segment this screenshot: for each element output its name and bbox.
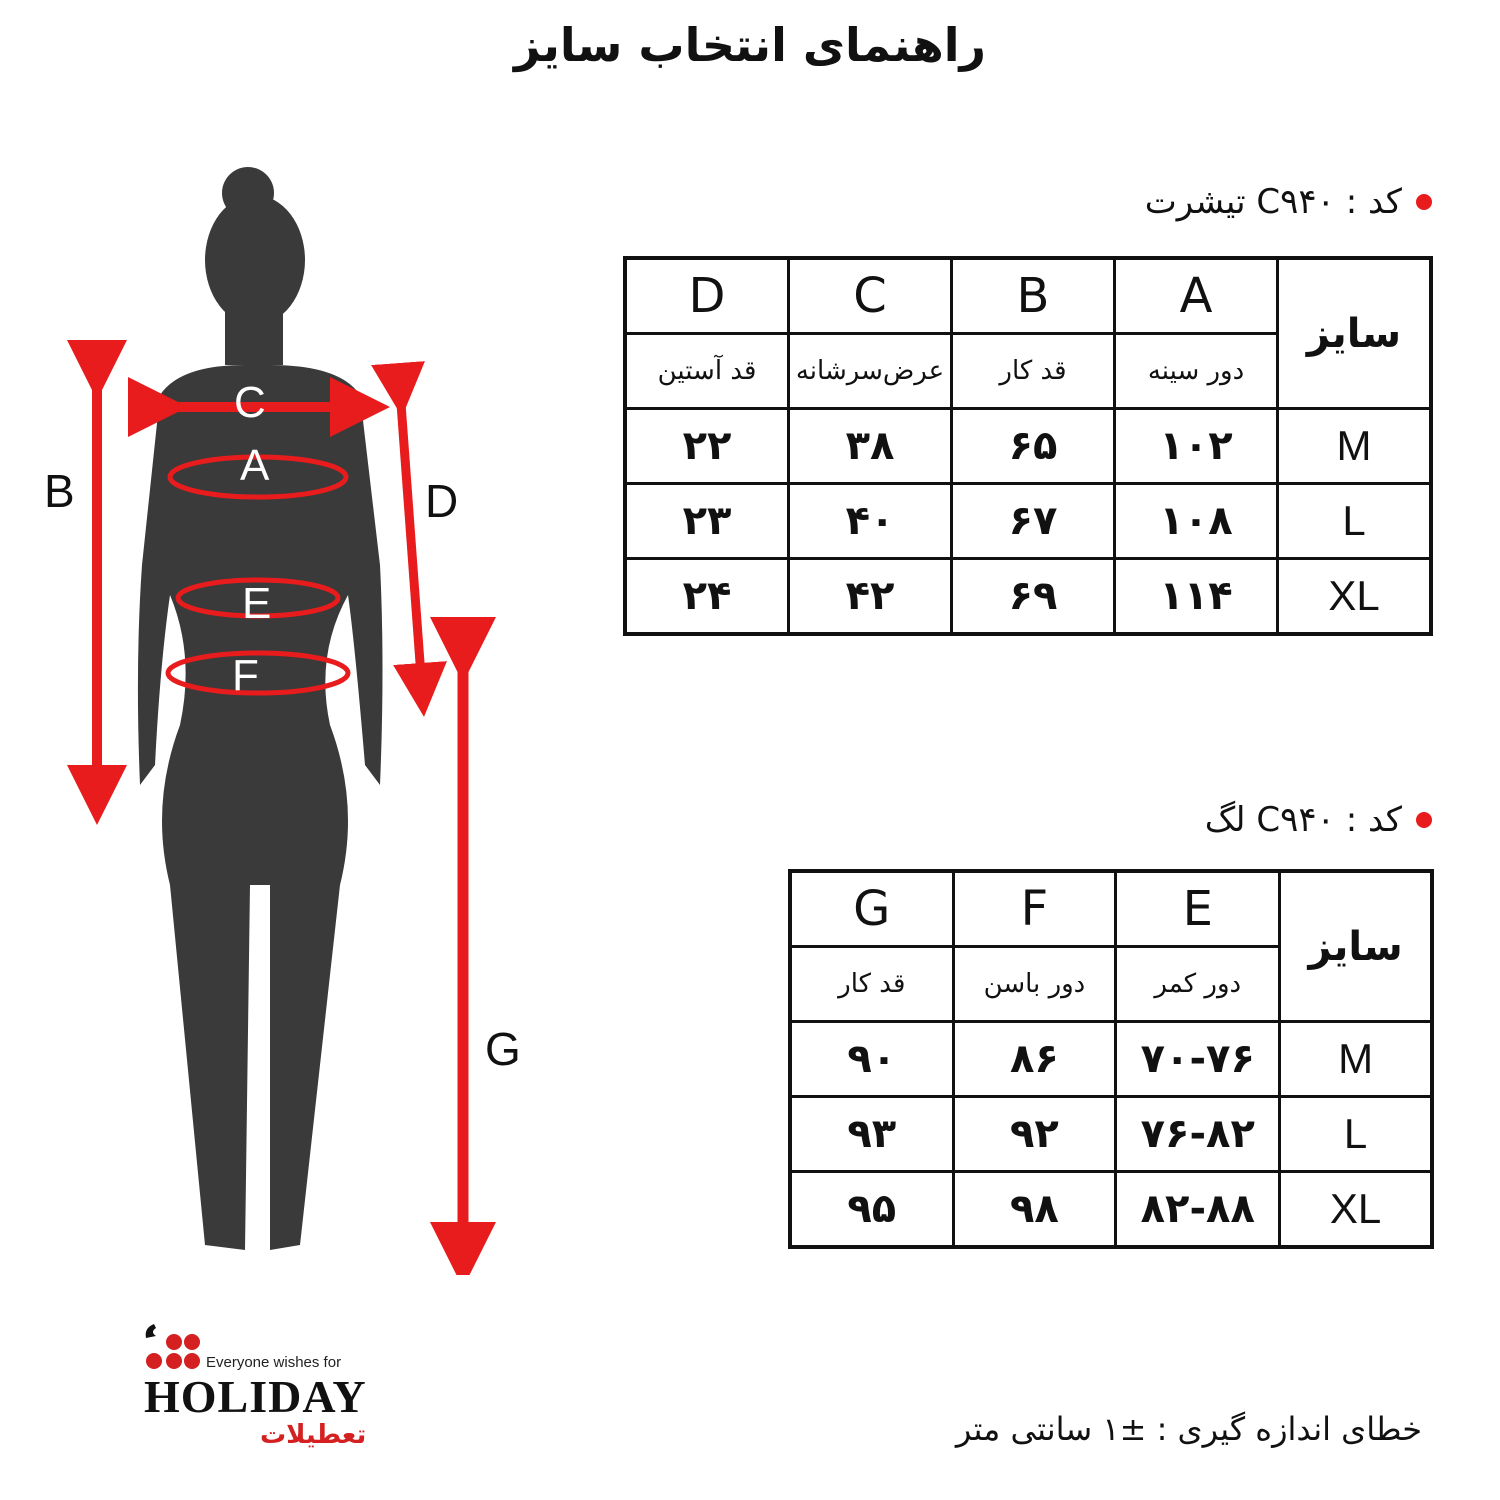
tshirt-code: کد : C۹۴۰ تیشرت xyxy=(1144,182,1402,222)
table-row xyxy=(625,559,1431,635)
bullet-dot xyxy=(1416,194,1432,210)
col-letter: A xyxy=(1115,258,1278,334)
label-f: F xyxy=(232,651,259,700)
value-cell: ۲۳ xyxy=(625,484,789,559)
col-letter: E xyxy=(1116,871,1280,947)
size-header: سایز xyxy=(1278,258,1432,409)
label-e: E xyxy=(242,579,272,628)
label-g: G xyxy=(485,1023,521,1075)
value-cell: ۹۰ xyxy=(790,1022,953,1097)
logo-word: HOLIDAY xyxy=(144,1371,367,1422)
col-letter: B xyxy=(952,258,1115,334)
value-cell: ۴۲ xyxy=(789,559,952,635)
size-cell: M xyxy=(1278,409,1432,484)
body-silhouette-diagram xyxy=(30,165,550,1275)
size-cell: XL xyxy=(1280,1172,1432,1248)
col-desc: قد کار xyxy=(790,947,953,1022)
size-cell: M xyxy=(1280,1022,1432,1097)
value-cell: ۱۱۴ xyxy=(1115,559,1278,635)
size-cell: L xyxy=(1280,1097,1432,1172)
value-cell: ۹۲ xyxy=(953,1097,1116,1172)
value-cell: ۶۹ xyxy=(952,559,1115,635)
logo-dots-icon xyxy=(140,1320,204,1370)
holiday-logo xyxy=(140,1320,400,1460)
table-row xyxy=(790,1022,1432,1097)
value-cell: ۸۲-۸۸ xyxy=(1116,1172,1280,1248)
size-cell: L xyxy=(1278,484,1432,559)
value-cell: ۹۳ xyxy=(790,1097,953,1172)
value-cell: ۱۰۸ xyxy=(1115,484,1278,559)
label-c: C xyxy=(234,378,266,427)
value-cell: ۸۶ xyxy=(953,1022,1116,1097)
col-desc: دور سینه xyxy=(1115,334,1278,409)
col-letter: F xyxy=(953,871,1116,947)
label-d: D xyxy=(425,475,459,527)
table-row xyxy=(790,1097,1432,1172)
col-letter: C xyxy=(789,258,952,334)
silhouette xyxy=(138,167,383,1250)
table-row xyxy=(625,409,1431,484)
value-cell: ۹۸ xyxy=(953,1172,1116,1248)
value-cell: ۴۰ xyxy=(789,484,952,559)
col-desc: قد آستین xyxy=(625,334,789,409)
col-desc: دور باسن xyxy=(953,947,1116,1022)
value-cell: ۷۶-۸۲ xyxy=(1116,1097,1280,1172)
leggings-code-line xyxy=(1205,800,1432,840)
value-cell: ۷۰-۷۶ xyxy=(1116,1022,1280,1097)
tshirt-code-line xyxy=(1145,182,1432,222)
col-letter: G xyxy=(790,871,953,947)
measurement-error-note: خطای اندازه گیری : ±۱ سانتی متر xyxy=(955,1410,1422,1448)
label-b: B xyxy=(44,465,75,517)
logo-tagline: Everyone wishes for xyxy=(206,1354,342,1371)
value-cell: ۶۷ xyxy=(952,484,1115,559)
value-cell: ۹۵ xyxy=(790,1172,953,1248)
value-cell: ۲۲ xyxy=(625,409,789,484)
size-cell: XL xyxy=(1278,559,1432,635)
size-header: سایز xyxy=(1280,871,1432,1022)
leggings-size-table xyxy=(788,869,1434,1249)
value-cell: ۲۴ xyxy=(625,559,789,635)
arrow-d xyxy=(400,390,422,690)
col-desc: قد کار xyxy=(952,334,1115,409)
leggings-code: کد : C۹۴۰ لگ xyxy=(1204,800,1402,840)
tshirt-size-table xyxy=(623,256,1433,636)
value-cell: ۱۰۲ xyxy=(1115,409,1278,484)
logo-persian: تعطیلات xyxy=(260,1420,367,1450)
col-letter: D xyxy=(625,258,789,334)
col-desc: دور کمر xyxy=(1116,947,1280,1022)
value-cell: ۶۵ xyxy=(952,409,1115,484)
page-title: راهنمای انتخاب سایز xyxy=(513,18,987,72)
table-row xyxy=(790,1172,1432,1248)
value-cell: ۳۸ xyxy=(789,409,952,484)
label-a: A xyxy=(240,441,270,490)
col-desc: عرض‌سرشانه xyxy=(789,334,952,409)
bullet-dot xyxy=(1416,812,1432,828)
table-row xyxy=(625,484,1431,559)
